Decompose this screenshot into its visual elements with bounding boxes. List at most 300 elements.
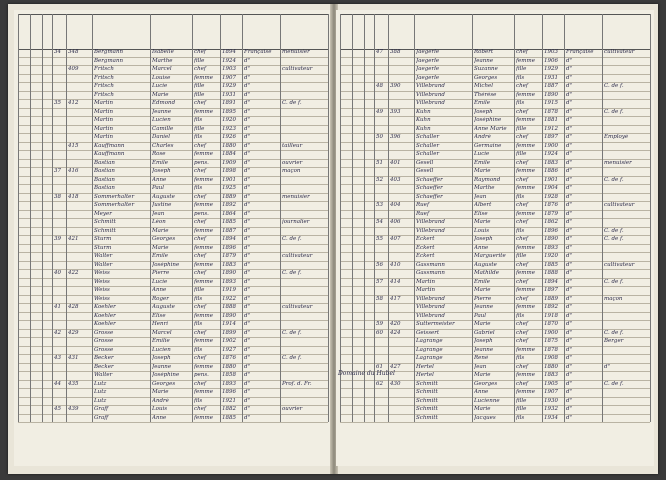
cell-surname: Schmitt — [416, 389, 438, 395]
cell-year: 1900 — [544, 329, 558, 336]
right-footnote — [342, 424, 648, 460]
cell-rel: fille — [194, 57, 205, 64]
cell-first: Joseph — [474, 236, 493, 242]
cell-nat: d° — [244, 244, 251, 251]
cell-first: Edmond — [152, 100, 176, 106]
cell-rel: chef — [194, 270, 206, 276]
cell-surname: Weiss — [94, 278, 110, 285]
cell-year: 1920 — [222, 117, 236, 123]
cell-first: Marie — [474, 287, 491, 293]
cell-surname: Gassmann — [416, 270, 445, 276]
cell-house: 388 — [390, 49, 401, 55]
cell-prof: ouvrier — [282, 159, 303, 166]
cell-prof: C. de f. — [604, 278, 624, 285]
cell-year: 1890 — [544, 91, 558, 98]
cell-year: 1904 — [544, 185, 558, 191]
cell-year: 1902 — [222, 338, 236, 344]
cell-year: 1899 — [222, 329, 236, 336]
cell-surname: Hertel — [416, 372, 434, 378]
cell-first: Anne — [152, 176, 167, 183]
cell-house: 401 — [390, 159, 401, 166]
cell-nat: d° — [244, 193, 251, 200]
cell-surname: Ruef — [416, 210, 429, 217]
cell-surname: Lutz — [94, 380, 107, 387]
cell-no: 61 — [376, 363, 383, 370]
right-column-rule — [414, 14, 415, 422]
cell-first: Gabriel — [474, 329, 495, 336]
cell-first: Élise — [474, 210, 488, 217]
cell-first: Louis — [474, 227, 490, 234]
cell-nat: d° — [566, 270, 573, 276]
cell-rel: chef — [194, 193, 206, 200]
cell-year: 1907 — [544, 389, 558, 395]
cell-nat: d° — [244, 372, 251, 378]
cell-prof: ouvrier — [282, 406, 303, 412]
cell-rel: fils — [194, 134, 203, 140]
cell-nat: d° — [244, 355, 251, 361]
cell-surname: Martin — [416, 278, 436, 285]
cell-surname: Fritsch — [94, 74, 114, 81]
cell-first: Lucie — [152, 278, 168, 285]
cell-year: 1895 — [222, 108, 236, 115]
cell-first: Anne — [152, 414, 167, 421]
cell-first: Georges — [152, 380, 176, 387]
cell-surname: Sturm — [94, 236, 112, 242]
cell-surname: Eckert — [416, 253, 435, 259]
cell-first: Émilie — [152, 338, 170, 344]
cell-rel: fille — [194, 91, 205, 98]
cell-first: Pierre — [474, 295, 492, 302]
cell-nat: d° — [244, 346, 251, 353]
cell-rel: chef — [516, 295, 528, 302]
cell-rel: fille — [516, 406, 527, 412]
cell-rel: femme — [516, 210, 535, 217]
cell-prof: cultivateur — [604, 202, 635, 208]
cell-rel: chef — [194, 406, 206, 412]
cell-first: Anne — [474, 389, 489, 395]
cell-year: 1883 — [544, 159, 558, 166]
left-column-rule — [242, 14, 243, 422]
cell-house: 348 — [68, 49, 79, 55]
cell-no: 40 — [54, 270, 61, 276]
cell-nat: d° — [566, 142, 573, 149]
cell-rel: femme — [516, 244, 535, 251]
cell-year: 1878 — [544, 346, 558, 353]
cell-surname: Schaeffer — [416, 185, 443, 191]
cell-nat: d° — [566, 380, 573, 387]
cell-first: Jeanne — [152, 108, 172, 115]
cell-year: 1884 — [222, 151, 236, 157]
cell-surname: Schmitt — [416, 380, 438, 387]
cell-year: 1896 — [222, 389, 236, 395]
cell-surname: Villebrand — [416, 312, 445, 319]
cell-rel: femme — [516, 346, 535, 353]
cell-first: Jean — [474, 193, 487, 200]
cell-year: 1901 — [544, 176, 558, 183]
cell-rel: chef — [516, 380, 528, 387]
cell-rel: chef — [194, 304, 206, 310]
cell-year: 1887 — [544, 83, 558, 89]
cell-rel: chef — [194, 100, 206, 106]
left-column-rule — [66, 14, 67, 422]
cell-prof: C. de f. — [282, 270, 302, 276]
cell-surname: Martin — [94, 117, 114, 123]
cell-surname: Martin — [416, 287, 436, 293]
cell-year: 1893 — [222, 380, 236, 387]
cell-year: 1881 — [544, 117, 558, 123]
cell-no: 37 — [54, 168, 61, 174]
cell-surname: Walter — [94, 261, 113, 268]
cell-rel: chef — [516, 329, 528, 336]
cell-nat: d° — [566, 261, 573, 268]
cell-surname: Weiss — [94, 295, 110, 302]
cell-first: Lucienne — [474, 397, 500, 404]
cell-first: Raymond — [474, 176, 501, 183]
cell-no: 59 — [376, 321, 383, 327]
cell-first: Louis — [152, 406, 168, 412]
cell-surname: Bergmann — [94, 49, 124, 55]
cell-prof: C. de f. — [282, 355, 302, 361]
cell-rel: fille — [516, 397, 527, 404]
cell-year: 1880 — [544, 363, 558, 370]
cell-nat: d° — [566, 100, 573, 106]
cell-year: 1886 — [544, 168, 558, 174]
cell-year: 1894 — [222, 236, 236, 242]
cell-rel: femme — [194, 363, 213, 370]
cell-year: 1879 — [544, 210, 558, 217]
cell-surname: Schmitt — [416, 414, 438, 421]
cell-year: 1885 — [544, 261, 558, 268]
cell-prof: maçon — [604, 295, 623, 302]
cell-nat: d° — [244, 236, 251, 242]
cell-no: 50 — [376, 134, 383, 140]
cell-year: 1890 — [544, 236, 558, 242]
cell-first: Georges — [474, 74, 498, 81]
cell-no: 49 — [376, 108, 383, 115]
cell-year: 1890 — [222, 270, 236, 276]
cell-rel: fils — [516, 355, 525, 361]
cell-nat: d° — [566, 414, 573, 421]
cell-nat: d° — [244, 414, 251, 421]
cell-surname: Meyer — [94, 210, 112, 217]
cell-nat: d° — [566, 372, 573, 378]
cell-rel: femme — [194, 151, 213, 157]
right-column-rule — [352, 14, 353, 422]
cell-prof: C. de f. — [604, 83, 624, 89]
cell-rel: femme — [516, 91, 535, 98]
cell-house: 428 — [68, 304, 79, 310]
cell-year: 1921 — [222, 397, 236, 404]
right-column-rule — [542, 14, 543, 422]
left-column-rule — [52, 14, 53, 422]
cell-surname: Gesell — [416, 168, 434, 174]
cell-year: 1883 — [222, 261, 236, 268]
cell-year: 1918 — [544, 312, 558, 319]
cell-first: Marcel — [152, 329, 172, 336]
cell-prof: cultivateur — [604, 261, 635, 268]
cell-first: Jeanne — [152, 363, 172, 370]
cell-first: Lucie — [152, 83, 168, 89]
cell-nat: d° — [244, 380, 251, 387]
cell-surname: Grosse — [94, 329, 114, 336]
cell-rel: femme — [194, 389, 213, 395]
cell-surname: Martin — [94, 108, 114, 115]
cell-first: Daniel — [152, 134, 171, 140]
cell-nat: d° — [566, 227, 573, 234]
cell-surname: Becker — [94, 355, 114, 361]
cell-house: 404 — [390, 202, 401, 208]
right-table — [340, 14, 650, 422]
cell-prof: d° — [604, 363, 611, 370]
left-column-rule — [280, 14, 281, 422]
cell-nat: d° — [566, 219, 573, 225]
cell-nat: d° — [566, 159, 573, 166]
cell-nat: Française — [566, 49, 594, 55]
cell-prof: C. de f. — [604, 227, 624, 234]
cell-nat: d° — [244, 304, 251, 310]
cell-year: 1887 — [222, 227, 236, 234]
left-column-rule — [42, 14, 43, 422]
cell-nat: d° — [244, 134, 251, 140]
cell-year: 1929 — [222, 83, 236, 89]
cell-surname: Kauffmann — [94, 142, 125, 149]
cell-first: Marie — [474, 168, 491, 174]
cell-surname: Gassmann — [416, 261, 445, 268]
cell-nat: d° — [566, 66, 573, 72]
cell-first: Georges — [474, 380, 498, 387]
cell-nat: d° — [566, 83, 573, 89]
cell-year: 1914 — [222, 321, 236, 327]
cell-first: Suzanne — [474, 66, 498, 72]
cell-house: 416 — [68, 168, 79, 174]
cell-surname: Villebrand — [416, 83, 445, 89]
cell-first: Jeanne — [474, 346, 494, 353]
cell-no: 43 — [54, 355, 61, 361]
cell-rel: fils — [516, 312, 525, 319]
cell-house: 439 — [68, 406, 79, 412]
cell-rel: fils — [194, 185, 203, 191]
cell-no: 54 — [376, 219, 383, 225]
cell-year: 1890 — [222, 312, 236, 319]
cell-first: Thérèse — [474, 91, 497, 98]
cell-house: 414 — [390, 278, 401, 285]
cell-first: Lucien — [152, 346, 171, 353]
cell-year: 1892 — [544, 304, 558, 310]
cell-first: Émile — [474, 159, 491, 166]
cell-first: Anne — [152, 287, 167, 293]
cell-first: Marie — [152, 244, 169, 251]
cell-surname: Graff — [94, 406, 109, 412]
cell-surname: Schaeffer — [416, 176, 443, 183]
right-column-rule — [340, 14, 341, 422]
cell-year: 1903 — [222, 66, 236, 72]
cell-first: Jean — [152, 210, 165, 217]
cell-year: 1879 — [222, 253, 236, 259]
cell-year: 1876 — [222, 355, 236, 361]
cell-nat: d° — [566, 329, 573, 336]
cell-first: Auguste — [474, 261, 497, 268]
cell-rel: femme — [516, 185, 535, 191]
register-book — [8, 4, 658, 474]
cell-nat: d° — [566, 176, 573, 183]
cell-no: 53 — [376, 202, 383, 208]
cell-nat: Française — [244, 49, 272, 55]
cell-surname: Kuhn — [416, 117, 431, 123]
cell-rel: fille — [194, 287, 205, 293]
cell-house: 431 — [68, 355, 79, 361]
left-table-header — [18, 14, 328, 50]
cell-prof: C. de f. — [604, 329, 624, 336]
cell-surname: Eckert — [416, 236, 435, 242]
cell-surname: Bastian — [94, 185, 115, 191]
cell-house: 429 — [68, 329, 79, 336]
cell-rel: fils — [516, 100, 525, 106]
cell-nat: d° — [244, 389, 251, 395]
cell-nat: d° — [566, 253, 573, 259]
cell-year: 1893 — [222, 278, 236, 285]
cell-year: 1888 — [222, 304, 236, 310]
cell-rel: chef — [516, 278, 528, 285]
cell-first: Marie — [152, 91, 169, 98]
cell-nat: d° — [566, 244, 573, 251]
cell-no: 48 — [376, 83, 383, 89]
cell-surname: Villebrand — [416, 227, 445, 234]
cell-no: 45 — [54, 406, 61, 412]
cell-first: Henri — [152, 321, 168, 327]
cell-first: Anne — [474, 244, 489, 251]
cell-first: René — [474, 355, 489, 361]
cell-surname: Jaegerle — [416, 74, 440, 81]
cell-year: 1923 — [222, 125, 236, 132]
left-table — [18, 14, 328, 422]
cell-surname: Schaller — [416, 142, 440, 149]
cell-first: Albert — [474, 202, 492, 208]
cell-house: 424 — [390, 329, 401, 336]
cell-rel: femme — [194, 202, 213, 208]
cell-nat: d° — [566, 74, 573, 81]
cell-first: Émile — [474, 278, 491, 285]
cell-year: 1934 — [544, 414, 558, 421]
cell-surname: Bastian — [94, 168, 115, 174]
cell-rel: femme — [516, 117, 535, 123]
cell-rel: chef — [516, 202, 528, 208]
cell-first: Michel — [474, 83, 494, 89]
cell-rel: fille — [194, 83, 205, 89]
cell-prof: Berger — [604, 338, 624, 344]
cell-surname: Martin — [94, 125, 114, 132]
cell-surname: Graff — [94, 414, 109, 421]
cell-rel: femme — [516, 168, 535, 174]
cell-surname: Weiss — [94, 270, 110, 276]
cell-house: 421 — [68, 236, 79, 242]
cell-nat: d° — [244, 363, 251, 370]
left-column-rule — [150, 14, 151, 422]
cell-rel: fille — [194, 125, 205, 132]
cell-surname: Lagrange — [416, 355, 443, 361]
cell-surname: Villebrand — [416, 91, 445, 98]
cell-rel: pens. — [194, 372, 209, 378]
cell-nat: d° — [244, 287, 251, 293]
cell-nat: d° — [244, 295, 251, 302]
cell-rel: femme — [194, 176, 213, 183]
cell-house: 415 — [68, 142, 79, 149]
cell-year: 1927 — [222, 346, 236, 353]
cell-nat: d° — [244, 270, 251, 276]
cell-rel: femme — [516, 270, 535, 276]
cell-prof: C. de f. — [282, 236, 302, 242]
cell-year: 1915 — [544, 100, 558, 106]
cell-nat: d° — [244, 321, 251, 327]
cell-first: Émile — [474, 100, 491, 106]
cell-no: 38 — [54, 193, 61, 200]
cell-no — [54, 415, 66, 425]
cell-house: 412 — [68, 100, 79, 106]
cell-rel: fils — [516, 227, 525, 234]
cell-first: Louise — [152, 74, 171, 81]
cell-first: Robert — [474, 49, 494, 55]
cell-year: 1864 — [222, 210, 236, 217]
cell-nat: d° — [244, 210, 251, 217]
cell-surname: Schmitt — [94, 219, 116, 225]
cell-house: 407 — [390, 236, 401, 242]
cell-surname: Fritsch — [94, 83, 114, 89]
cell-no: 35 — [54, 100, 61, 106]
cell-prof: cultivateur — [282, 66, 313, 72]
cell-rel: chef — [516, 176, 528, 183]
cell-house: 396 — [390, 134, 401, 140]
cell-surname: Villebrand — [416, 304, 445, 310]
right-column-rule — [472, 14, 473, 422]
cell-first: Georges — [152, 236, 176, 242]
cell-first: Marie — [474, 219, 491, 225]
cell-year: 1924 — [222, 57, 236, 64]
cell-surname: Koehler — [94, 321, 116, 327]
cell-rel: femme — [516, 304, 535, 310]
cell-nat: d° — [244, 100, 251, 106]
cell-nat: d° — [566, 406, 573, 412]
cell-first: Jeanne — [474, 57, 494, 64]
cell-rel: chef — [516, 321, 528, 327]
left-column-rule — [18, 14, 19, 422]
cell-nat: d° — [566, 202, 573, 208]
cell-surname: Eckert — [416, 244, 435, 251]
cell-prof: Prof. d. Fr. — [282, 380, 312, 387]
cell-prof: C. de f. — [282, 100, 302, 106]
cell-surname: Grosse — [94, 346, 114, 353]
cell-nat: d° — [244, 176, 251, 183]
cell-nat: d° — [566, 346, 573, 353]
cell-rel: chef — [194, 380, 206, 387]
cell-rel: fille — [516, 151, 527, 157]
cell-no: 60 — [376, 329, 383, 336]
cell-year: 1907 — [222, 74, 236, 81]
cell-year: 1880 — [222, 363, 236, 370]
cell-year: 1930 — [544, 397, 558, 404]
cell-first: Auguste — [152, 304, 175, 310]
cell-rel: fils — [516, 193, 525, 200]
left-footnote — [20, 424, 326, 460]
cell-prof: menuisier — [282, 49, 310, 55]
cell-nat: d° — [244, 117, 251, 123]
cell-year: 1924 — [544, 151, 558, 157]
cell-rel: chef — [194, 329, 206, 336]
cell-rel: chef — [516, 261, 528, 268]
cell-prof: C. de f. — [604, 236, 624, 242]
cell-rel: femme — [516, 57, 535, 64]
cell-no: 44 — [54, 380, 61, 387]
cell-rel: chef — [516, 363, 528, 370]
cell-prof: menuisier — [282, 193, 310, 200]
